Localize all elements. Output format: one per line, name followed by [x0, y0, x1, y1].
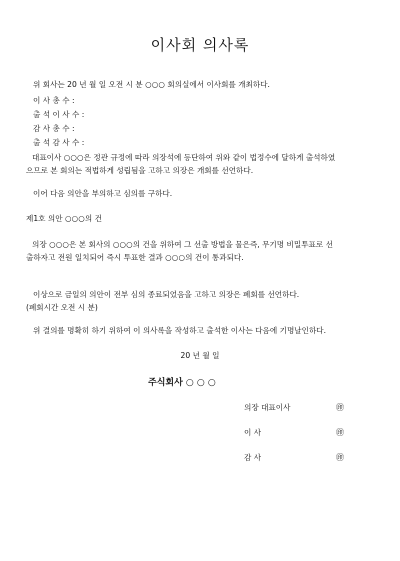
- seal-mark-chairman: ㊞: [336, 403, 344, 412]
- statement: 위 결의를 명확히 하기 위하여 이 의사록을 작성하고 출석한 이사는 다음에 기명날인하다.: [33, 326, 327, 335]
- signature-label-director: 이 사: [244, 428, 262, 437]
- document-title: 이사회 의사록: [150, 36, 250, 54]
- meeting-intro: 위 회사는 20 년 월 일 오전 시 분 ○○○ 회의실에서 이사회를 개최하다.: [33, 80, 270, 89]
- seal-mark-auditor: ㊞: [336, 453, 344, 462]
- attendance-directors-total: 이 사 총 수 :: [33, 96, 75, 105]
- seal-mark-director: ㊞: [336, 428, 344, 437]
- closing-time: (폐회시간 오전 시 분): [26, 303, 98, 312]
- agenda-intro: 이어 다음 의안을 부의하고 심의를 구하다.: [33, 189, 173, 198]
- signature-label-chairman: 의장 대표이사: [244, 403, 291, 412]
- attendance-directors-present: 출 석 이 사 수 :: [33, 110, 85, 119]
- document-date: 20 년 월 일: [180, 351, 220, 360]
- attendance-auditors-total: 감 사 총 수 :: [33, 124, 75, 133]
- agenda-item: 제1호 의안 ○○○의 건: [26, 214, 102, 223]
- signature-label-auditor: 감 사: [244, 453, 262, 462]
- chair-paragraph: 대표이사 ○○○은 정관 규정에 따라 의장석에 등단하여 위와 같이 법정수에 달하게 출석하였 으므로 본 회의는 적법하게 성립됨을 고하고 의장은 개회를 선언하다.: [26, 153, 336, 175]
- attendance-auditors-present: 출 석 감 사 수 :: [33, 138, 85, 147]
- company-name: 주식회사 ○ ○ ○: [148, 378, 216, 388]
- resolution-paragraph: 의장 ○○○은 본 회사의 ○○○의 건을 위하여 그 선출 방법을 물은즉, 무기명 비밀투표로 선 출하자고 전원 일치되어 즉시 투표한 결과 ○○○의 건이 통과되다.: [26, 240, 333, 262]
- closing-paragraph: 이상으로 금일의 의안이 전부 심의 종료되었음을 고하고 의장은 폐회를 선언하다.: [33, 290, 300, 299]
